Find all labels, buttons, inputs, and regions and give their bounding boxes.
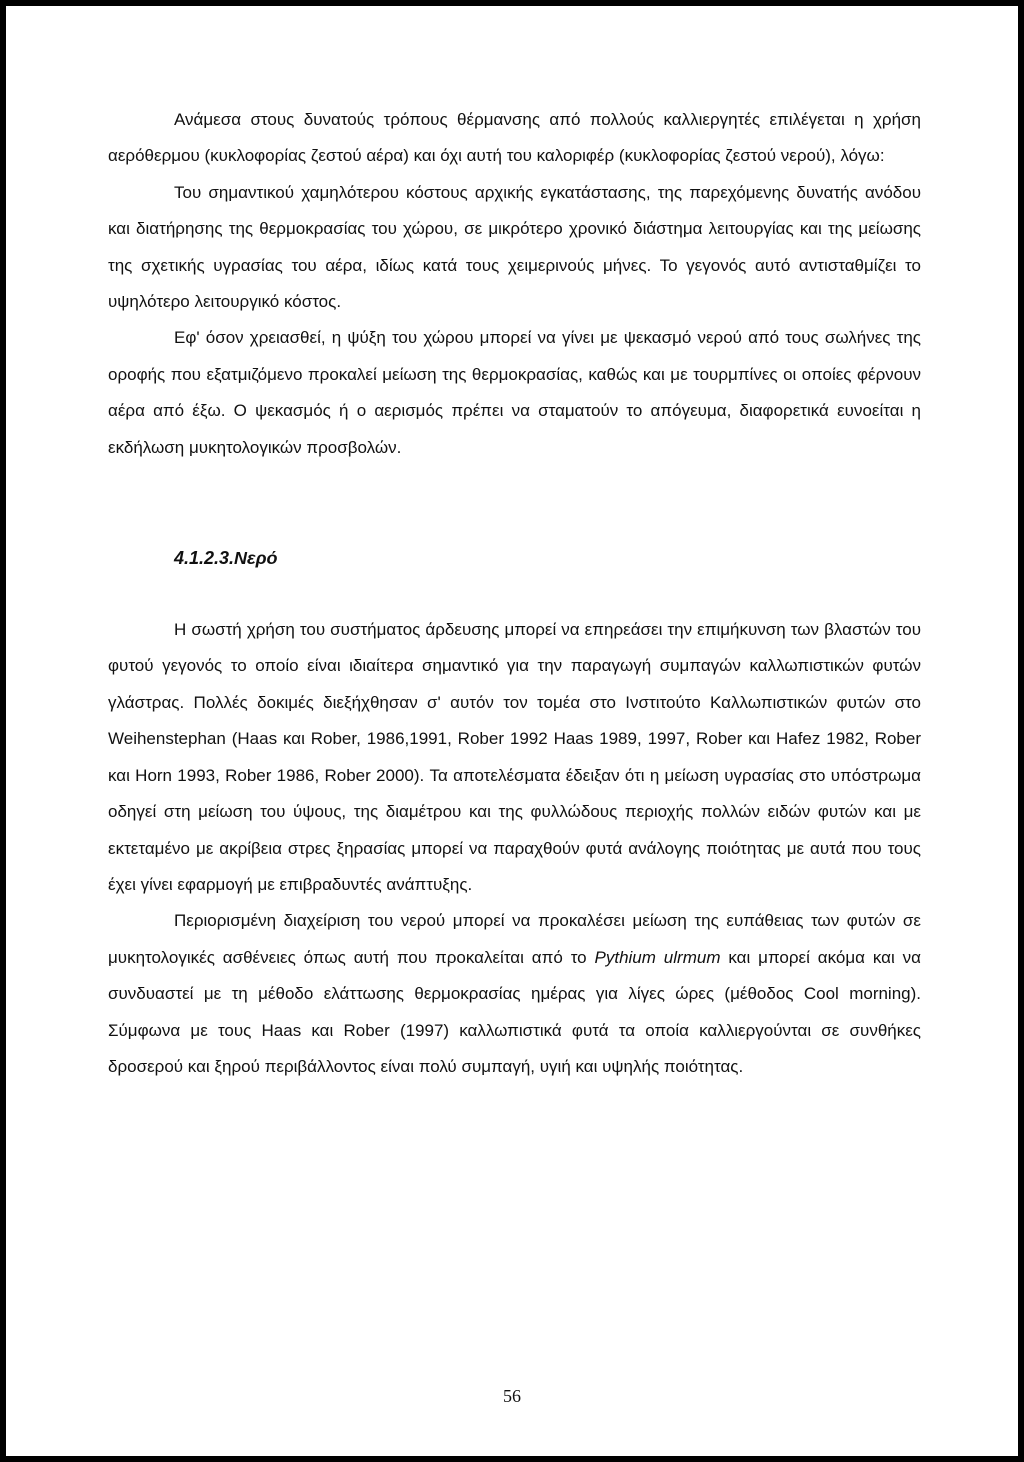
page-number: 56 [503, 1386, 521, 1406]
paragraph-irrigation: Η σωστή χρήση του συστήματος άρδευσης μπορεί να επηρεάσει την επιμήκυνση των βλαστών του φυτού γεγονός το οποίο είναι ιδιαίτερα σημαντικό για την παραγωγή συμπαγών καλλωπιστικών φυτών γλάστρας. Πολλές δοκιμές διεξήχθησαν σ' αυτόν τον τομέα στο Ινστιτούτο Καλλωπιστικών φυτών στο Weihenstephan (Haas και Rober, 1986,1991, Rober 1992 Haas 1989, 1997, Rober και Hafez 1982, Rober και Horn 1993, Rober 1986, Rober 2000). Τα αποτελέσματα έδειξαν ότι η μείωση υγρασίας στο υπόστρωμα οδηγεί στη μείωση του ύψους, της διαμέτρου και της φυλλώδους περιοχής πολλών ειδών φυτών και με εκτεταμένο με ακρίβεια στρες ξηρασίας μπορεί να παραχθούν φυτά ανάλογης ποιότητας με αυτά που τους έχει γίνει εφαρμογή με επιβραδυντές ανάπτυξης. [108, 620, 921, 894]
section-heading: 4.1.2.3.Νερό [174, 548, 278, 569]
paragraph-water-management [108, 903, 921, 1085]
paragraph-text-start: Περιορισμένη διαχείριση του νερού μπορεί να προκαλέσει μείωση της ευπάθειας των φυτών σε μυκητολογικές ασθένειες όπως αυτή που προκαλείται από το [108, 911, 921, 967]
species-name: Pythium ulrmum [594, 947, 721, 967]
paragraph-cooling: Εφ' όσον χρειασθεί, η ψύξη του χώρου μπορεί να γίνει με ψεκασμό νερού από τους σωλήνες της οροφής που εξατμιζόμενο προκαλεί μείωση της θερμοκρασίας, καθώς και με τουρμπίνες οι οποίες φέρνουν αέρα από έξω. Ο ψεκασμός ή ο αερισμός πρέπει να σταματούν το απόγευμα, διαφορετικά ευνοείται η εκδήλωση μυκητολογικών προσβολών. [108, 328, 921, 457]
paragraph-heating-cost: Του σημαντικού χαμηλότερου κόστους αρχικής εγκατάστασης, της παρεχόμενης δυνατής ανόδου και διατήρησης της θερμοκρασίας του χώρου, σε μικρότερο χρονικό διάστημα λειτουργίας και της μείωσης της σχετικής υγρασίας του αέρα, ιδίως κατά τους χειμερινούς μήνες. Το γεγονός αυτό αντισταθμίζει το υψηλότερο λειτουργικό κόστος. [108, 182, 921, 312]
paragraph-text-end: και μπορεί ακόμα και να συνδυαστεί με τη μέθοδο ελάττωσης θερμοκρασίας ημέρας για λίγες ώρες (μέθοδος Cool morning). Σύμφωνα με τους Haas και Rober (1997) καλλωπιστικά φυτά τα οποία καλλιεργούνται σε συνθήκες δροσερού και ξηρού περιβάλλοντος είναι πολύ συμπαγή, υγιή και υψηλής ποιότητας. [108, 947, 921, 1076]
body-text [108, 102, 921, 1085]
paragraph-heating-methods: Ανάμεσα στους δυνατούς τρόπους θέρμανσης από πολλούς καλλιεργητές επιλέγεται η χρήση αερόθερμου (κυκλοφορίας ζεστού αέρα) και όχι αυτή του καλοριφέρ (κυκλοφορίας ζεστού νερού), λόγω: [108, 110, 921, 166]
document-page [6, 6, 1018, 1456]
